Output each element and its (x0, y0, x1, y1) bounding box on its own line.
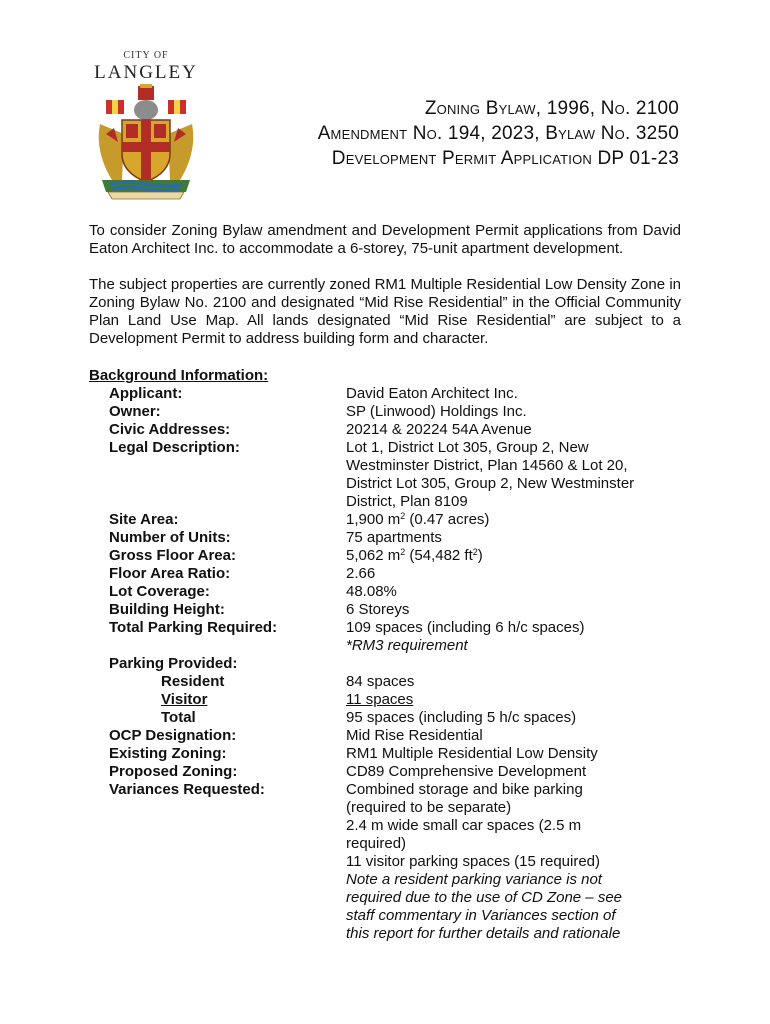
owner-label: Owner: (109, 403, 161, 420)
variance-2-value: 2.4 m wide small car spaces (2.5 m required) (346, 817, 582, 852)
legal-description-label: Legal Description: (109, 439, 240, 456)
applicant-value: David Eaton Architect Inc. (346, 385, 518, 402)
units-value: 75 apartments (346, 529, 442, 546)
lot-coverage-label: Lot Coverage: (109, 583, 210, 600)
civic-addresses-value: 20214 & 20224 54A Avenue (346, 421, 532, 438)
ocp-designation-value: Mid Rise Residential (346, 727, 483, 744)
total-label: Total (161, 709, 196, 726)
visitor-value: 11 spaces (346, 691, 414, 708)
title-line-3: Development Permit Application DP 01-23 (331, 148, 679, 169)
civic-addresses-label: Civic Addresses: (109, 421, 231, 438)
coat-of-arms-icon (92, 84, 200, 200)
title-line-2: Amendment No. 194, 2023, Bylaw No. 3250 (317, 123, 679, 144)
parking-required-value: 109 spaces (including 6 h/c spaces) (346, 619, 585, 636)
proposed-zoning-value: CD89 Comprehensive Development (346, 763, 587, 780)
variances-label: Variances Requested: (109, 781, 265, 798)
owner-value: SP (Linwood) Holdings Inc. (346, 403, 527, 420)
gross-floor-area-value: 5,062 $m^2$ (54,482 $ft^2$) (346, 547, 483, 564)
city-logo (92, 50, 200, 200)
units-label: Number of Units: (109, 529, 231, 546)
variance-1-value: Combined storage and bike parking (required to be separate) (346, 781, 583, 816)
intro-paragraph: To consider Zoning Bylaw amendment and Development Permit applications from David Eaton Architect Inc. to accommodate a 6-storey, 75-unit apartment development. (89, 222, 681, 257)
resident-value: 84 spaces (346, 673, 415, 690)
existing-zoning-value: RM1 Multiple Residential Low Density (346, 745, 598, 762)
background-heading: Background Information: (89, 367, 269, 384)
title-line-1: Zoning Bylaw, 1996, No. 2100 (424, 98, 679, 119)
applicant-label: Applicant: (109, 385, 183, 402)
existing-zoning-label: Existing Zoning: (109, 745, 227, 762)
logo-city-text: CITY OF (123, 50, 169, 61)
gross-floor-area-label: Gross Floor Area: (109, 547, 236, 564)
context-paragraph: The subject properties are currently zoned RM1 Multiple Residential Low Density Zone in Zoning Bylaw No. 2100 and designated “Mid Rise Residential” in the Official Community Plan Land Use Map. All lands designated “Mid Rise Residential” are subject to a Development Permit to address building form and character. (89, 276, 681, 347)
variance-note: Note a resident parking variance is not required due to the use of CD Zone – see staff commentary in Variances section of this report for further details and rationale (346, 871, 623, 942)
site-area-value: 1,900 $m^2$ (0.47 acres) (346, 511, 490, 528)
resident-label: Resident (161, 673, 225, 690)
ocp-designation-label: OCP Designation: (109, 727, 237, 744)
proposed-zoning-label: Proposed Zoning: (109, 763, 238, 780)
total-value: 95 spaces (including 5 h/c spaces) (346, 709, 577, 726)
lot-coverage-value: 48.08% (346, 583, 397, 600)
building-height-label: Building Height: (109, 601, 225, 618)
building-height-value: 6 Storeys (346, 601, 410, 618)
floor-area-ratio-value: 2.66 (346, 565, 376, 582)
parking-required-label: Total Parking Required: (109, 619, 278, 636)
variance-3-value: 11 visitor parking spaces (15 required) (346, 853, 601, 870)
parking-required-note: *RM3 requirement (346, 637, 468, 654)
floor-area-ratio-label: Floor Area Ratio: (109, 565, 231, 582)
parking-provided-label: Parking Provided: (109, 655, 238, 672)
document-title (318, 96, 679, 171)
logo-name-text: LANGLEY (94, 62, 198, 83)
visitor-label: Visitor (161, 691, 208, 708)
legal-description-value: Lot 1, District Lot 305, Group 2, New Westminster District, Plan 14560 & Lot 20, District Lot 305, Group 2, New Westminster District, Plan 8109 (346, 439, 635, 510)
site-area-label: Site Area: (109, 511, 179, 528)
